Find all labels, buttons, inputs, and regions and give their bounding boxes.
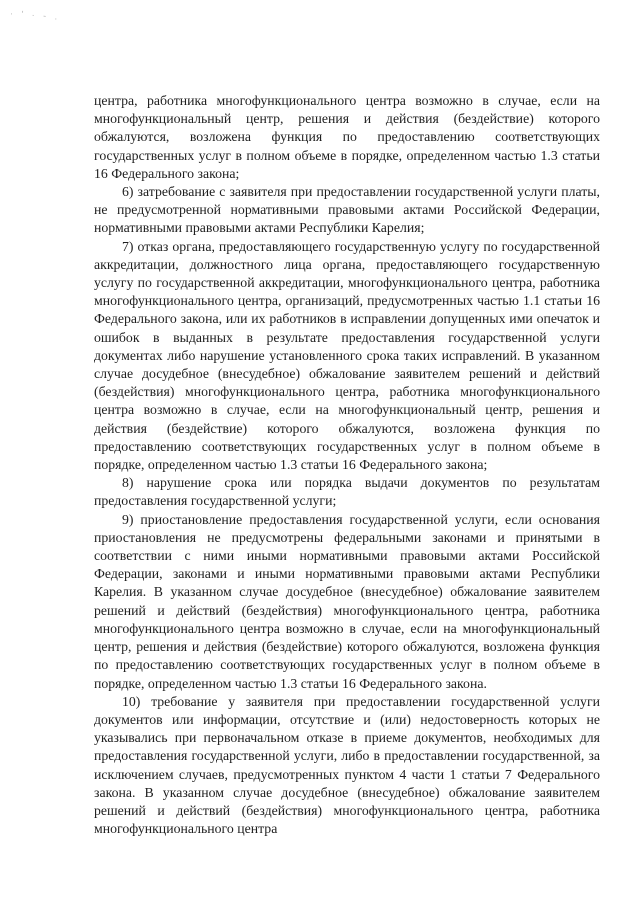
paragraph-continuation: центра, работника многофункционального центра возможно в случае, если на многофункциональный центр, решения и действия (бездействие) которого обжалуются, возложена функция по предоставлению соответствующих государственных услуг в полном объеме в порядке, определенном частью 1.3 статьи 16 Федерального закона; — [94, 93, 600, 181]
paragraph-item-8: 8) нарушение срока или порядка выдачи документов по результатам предоставления государственной услуги; — [94, 475, 600, 509]
paragraph-item-7: 7) отказ органа, предоставляющего государственную услугу по государственной аккредитации, должностного лица органа, предоставляющего государственную услугу по государственной аккредитации, многофункционального центра, работника многофункционального центра, организаций, предусмотренных частью 1.1 статьи 16 Федерального закона, или их работников в исправлении допущенных ими опечаток и ошибок в выданных в результате предоставления государственной услуги документах либо нарушение установленного срока таких исправлений. В указанном случае досудебное (внесудебное) обжалование заявителем решений и действий (бездействия) многофункционального центра, работника многофункционального центра возможно в случае, если на многофункциональный центр, решения и действия (бездействие) которого обжалуются, возложена функция по предоставлению соответствующих государственных услуг в полном объеме в порядке, определенном частью 1.3 статьи 16 Федерального закона; — [94, 238, 600, 473]
paragraph-item-9: 9) приостановление предоставления государственной услуги, если основания приостановления не предусмотрены федеральными законами и принятыми в соответствии с ними иными нормативными правовыми актами Российской Федерации, законами и иными нормативными правовыми актами Республики Карелия. В указанном случае досудебное (внесудебное) обжалование заявителем решений и действий (бездействия) многофункционального центра, работника многофункционального центра возможно в случае, если на многофункциональный центр, решения и действия (бездействие) которого обжалуются, возложена функция по предоставлению соответствующих государственных услуг в полном объеме в порядке, определенном частью 1.3 статьи 16 Федерального закона. — [94, 511, 600, 691]
scan-artifact-marks: · ' · - . — [9, 8, 61, 22]
document-body — [94, 92, 600, 838]
paragraph-item-6: 6) затребование с заявителя при предоставлении государственной услуги платы, не предусмотренной нормативными правовыми актами Российской Федерации, нормативными правовыми актами Республики Карелия; — [94, 184, 600, 236]
paragraph-item-10: 10) требование у заявителя при предоставлении государственной услуги документов или информации, отсутствие и (или) недостоверность которых не указывались при первоначальном отказе в приеме документов, необходимых для предоставления государственной услуги, либо в предоставлении государственной, за исключением случаев, предусмотренных пунктом 4 части 1 статьи 7 Федерального закона. В указанном случае досудебное (внесудебное) обжалование заявителем решений и действий (бездействия) многофункционального центра, работника многофункционального центра — [94, 693, 600, 837]
